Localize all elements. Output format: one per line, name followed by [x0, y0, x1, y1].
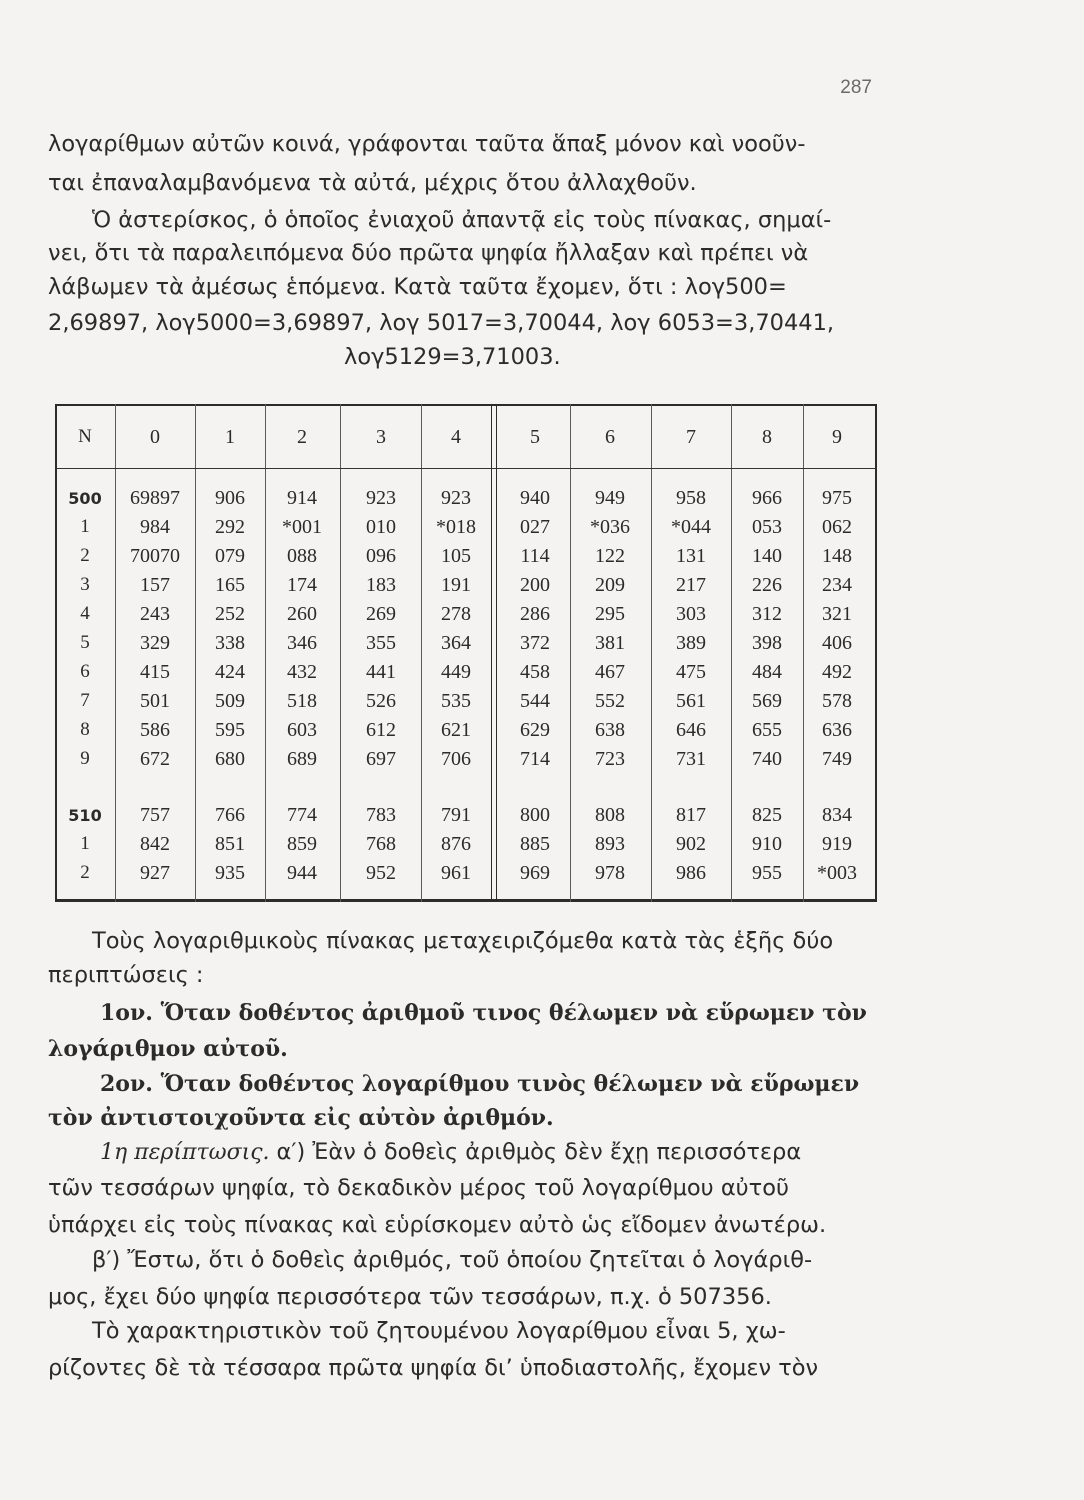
header-cell: 6: [605, 426, 615, 448]
table-cell: 800: [520, 804, 550, 826]
table-cell: 492: [822, 661, 852, 683]
table-cell: 217: [676, 574, 706, 596]
table-cell: 791: [441, 804, 471, 826]
header-cell: 1: [225, 426, 235, 448]
table-cell: 958: [676, 487, 706, 509]
table-cell: 535: [441, 690, 471, 712]
row-label: 510: [68, 806, 102, 825]
table-cell: 062: [822, 516, 852, 538]
table-cell: 131: [676, 545, 706, 567]
page-number: 287: [840, 77, 872, 98]
case-heading: 1ον. Ὅταν δοθέντος ἀριθμοῦ τινος θέλωμεν νὰ εὕρωμεν τὸν: [100, 1000, 867, 1026]
row-label: 4: [80, 603, 90, 624]
table-cell: 629: [520, 719, 550, 741]
table-cell: 329: [140, 632, 170, 654]
table-cell: 923: [366, 487, 396, 509]
table-cell: 902: [676, 833, 706, 855]
table-cell: 561: [676, 690, 706, 712]
table-cell: 578: [822, 690, 852, 712]
table-cell: 252: [215, 603, 245, 625]
table-cell: 731: [676, 748, 706, 770]
table-cell: 415: [140, 661, 170, 683]
table-cell: 269: [366, 603, 396, 625]
row-label: 6: [80, 661, 90, 682]
table-cell: 621: [441, 719, 471, 741]
table-cell: 766: [215, 804, 245, 826]
table-cell: 646: [676, 719, 706, 741]
table-cell: 961: [441, 862, 471, 884]
header-cell: N: [78, 426, 92, 447]
table-cell: 672: [140, 748, 170, 770]
table-cell: 955: [752, 862, 782, 884]
row-label: 1: [80, 516, 90, 537]
table-cell: 825: [752, 804, 782, 826]
table-cell: 088: [287, 545, 317, 567]
text-line: Τὸ χαρακτηριστικὸν τοῦ ζητουμένου λογαρίθμου εἶναι 5, χω-: [92, 1318, 786, 1344]
table-cell: 165: [215, 574, 245, 596]
table-cell: 893: [595, 833, 625, 855]
table-cell: 984: [140, 516, 170, 538]
table-cell: 859: [287, 833, 317, 855]
table-cell: 096: [366, 545, 396, 567]
case-heading: τὸν ἀντιστοιχοῦντα εἰς αὐτὸν ἀριθμόν.: [48, 1105, 554, 1131]
table-cell: 69897: [130, 487, 180, 509]
table-cell: 432: [287, 661, 317, 683]
table-cell: 978: [595, 862, 625, 884]
table-cell: 817: [676, 804, 706, 826]
header-rule: [55, 468, 877, 469]
table-cell: 569: [752, 690, 782, 712]
table-cell: 975: [822, 487, 852, 509]
table-cell: 148: [822, 545, 852, 567]
row-label: 2: [80, 545, 90, 566]
table-cell: 552: [595, 690, 625, 712]
row-label: 7: [80, 690, 90, 711]
table-cell: 768: [366, 833, 396, 855]
text-line: 2,69897, λογ5000=3,69897, λογ 5017=3,70044, λογ 6053=3,70441,: [48, 310, 835, 336]
table-cell: 986: [676, 862, 706, 884]
header-cell: 7: [686, 426, 696, 448]
table-cell: 706: [441, 748, 471, 770]
header-cell: 9: [832, 426, 842, 448]
table-cell: 321: [822, 603, 852, 625]
log-table: [55, 404, 877, 902]
table-cell: 105: [441, 545, 471, 567]
table-cell: 501: [140, 690, 170, 712]
table-cell: 312: [752, 603, 782, 625]
table-cell: 949: [595, 487, 625, 509]
table-cell: 774: [287, 804, 317, 826]
table-cell: 260: [287, 603, 317, 625]
table-cell: 906: [215, 487, 245, 509]
table-cell: 966: [752, 487, 782, 509]
table-cell: 680: [215, 748, 245, 770]
table-cell: 484: [752, 661, 782, 683]
table-cell: 157: [140, 574, 170, 596]
table-cell: 808: [595, 804, 625, 826]
table-cell: 655: [752, 719, 782, 741]
table-cell: 910: [752, 833, 782, 855]
row-label: 3: [80, 574, 90, 595]
text-line: Τοὺς λογαριθμικοὺς πίνακας μεταχειριζόμεθα κατὰ τὰς ἑξῆς δύο: [92, 928, 834, 954]
table-cell: 174: [287, 574, 317, 596]
case-heading: λογάριθμον αὐτοῦ.: [48, 1036, 288, 1062]
table-cell: 226: [752, 574, 782, 596]
row-label: 2: [80, 862, 90, 883]
table-cell: 467: [595, 661, 625, 683]
table-cell: 389: [676, 632, 706, 654]
table-cell: 449: [441, 661, 471, 683]
header-cell: 4: [451, 426, 461, 448]
case-paragraph: [100, 1140, 801, 1165]
table-cell: 595: [215, 719, 245, 741]
row-label: 1: [80, 833, 90, 854]
table-cell: 914: [287, 487, 317, 509]
table-cell: 286: [520, 603, 550, 625]
table-cell: 603: [287, 719, 317, 741]
table-cell: 406: [822, 632, 852, 654]
table-cell: 70070: [130, 545, 180, 567]
text-line: τῶν τεσσάρων ψηφία, τὸ δεκαδικὸν μέρος τοῦ λογαρίθμου αὐτοῦ: [48, 1175, 790, 1201]
table-cell: 209: [595, 574, 625, 596]
table-cell: 638: [595, 719, 625, 741]
table-cell: 010: [366, 516, 396, 538]
table-cell: 122: [595, 545, 625, 567]
table-cell: 940: [520, 487, 550, 509]
text-line: λογαρίθμων αὐτῶν κοινά, γράφονται ταῦτα ἅπαξ μόνον καὶ νοοῦν-: [48, 131, 806, 157]
row-label: 5: [80, 632, 90, 653]
table-cell: 441: [366, 661, 396, 683]
text-line: α′) Ἐὰν ὁ δοθεὶς ἀριθμὸς δὲν ἔχῃ περισσότερα: [276, 1139, 802, 1165]
text-line: ὑπάρχει εἰς τοὺς πίνακας καὶ εὑρίσκομεν αὐτὸ ὡς εἴδομεν ἀνωτέρω.: [48, 1212, 827, 1238]
table-cell: 689: [287, 748, 317, 770]
header-cell: 5: [530, 426, 540, 448]
header-cell: 0: [150, 426, 160, 448]
text-line: ται ἐπαναλαμβανόμενα τὰ αὐτά, μέχρις ὅτου ἀλλαχθοῦν.: [48, 170, 697, 196]
text-line: λογ5129=3,71003.: [344, 344, 561, 370]
table-cell: 234: [822, 574, 852, 596]
table-cell: 303: [676, 603, 706, 625]
table-cell: 586: [140, 719, 170, 741]
table-cell: 740: [752, 748, 782, 770]
table-cell: 381: [595, 632, 625, 654]
table-cell: *044: [671, 516, 711, 538]
text-line: ρίζοντες δὲ τὰ τέσσαρα πρῶτα ψηφία δι’ ὑποδιαστολῆς, ἔχομεν τὸν: [48, 1355, 819, 1381]
table-cell: 114: [520, 545, 550, 567]
table-cell: 372: [520, 632, 550, 654]
table-cell: 475: [676, 661, 706, 683]
header-cell: 3: [376, 426, 386, 448]
table-cell: 364: [441, 632, 471, 654]
table-cell: 053: [752, 516, 782, 538]
text-line: Ὁ ἀστερίσκος, ὁ ὁποῖος ἐνιαχοῦ ἀπαντᾷ εἰς τοὺς πίνακας, σημαί-: [92, 207, 832, 233]
table-cell: 544: [520, 690, 550, 712]
table-cell: 355: [366, 632, 396, 654]
table-cell: 243: [140, 603, 170, 625]
table-cell: 952: [366, 862, 396, 884]
table-cell: 935: [215, 862, 245, 884]
text-line: μος, ἔχει δύο ψηφία περισσότερα τῶν τεσσάρων, π.χ. ὁ 507356.: [48, 1284, 772, 1310]
table-cell: 723: [595, 748, 625, 770]
table-cell: 876: [441, 833, 471, 855]
row-label: 8: [80, 719, 90, 740]
table-cell: 191: [441, 574, 471, 596]
text-line: περιπτώσεις :: [48, 962, 204, 988]
table-cell: 927: [140, 862, 170, 884]
table-cell: 834: [822, 804, 852, 826]
table-cell: 398: [752, 632, 782, 654]
table-cell: 923: [441, 487, 471, 509]
row-label: 500: [68, 489, 102, 508]
table-cell: 969: [520, 862, 550, 884]
table-cell: *003: [817, 862, 857, 884]
sub-heading: 1η περίπτωσις.: [100, 1140, 270, 1165]
table-cell: 697: [366, 748, 396, 770]
header-cell: 2: [297, 426, 307, 448]
table-cell: 885: [520, 833, 550, 855]
table-cell: 944: [287, 862, 317, 884]
table-cell: 757: [140, 804, 170, 826]
table-cell: 842: [140, 833, 170, 855]
table-cell: 338: [215, 632, 245, 654]
table-cell: 636: [822, 719, 852, 741]
text-line: λάβωμεν τὰ ἀμέσως ἑπόμενα. Κατὰ ταῦτα ἔχομεν, ὅτι : λογ500=: [48, 274, 787, 300]
header-cell: 8: [762, 426, 772, 448]
table-cell: 919: [822, 833, 852, 855]
case-heading: 2ον. Ὅταν δοθέντος λογαρίθμου τινὸς θέλωμεν νὰ εὕρωμεν: [100, 1071, 860, 1097]
table-cell: 278: [441, 603, 471, 625]
table-cell: 079: [215, 545, 245, 567]
table-cell: 783: [366, 804, 396, 826]
table-cell: 140: [752, 545, 782, 567]
table-cell: *001: [282, 516, 322, 538]
table-cell: 027: [520, 516, 550, 538]
table-cell: 851: [215, 833, 245, 855]
text-line: νει, ὅτι τὰ παραλειπόμενα δύο πρῶτα ψηφία ἤλλαξαν καὶ πρέπει νὰ: [48, 240, 809, 266]
table-cell: *018: [436, 516, 476, 538]
table-cell: 295: [595, 603, 625, 625]
table-cell: 292: [215, 516, 245, 538]
table-cell: 183: [366, 574, 396, 596]
table-cell: 346: [287, 632, 317, 654]
table-cell: 424: [215, 661, 245, 683]
table-cell: 749: [822, 748, 852, 770]
text-line: β′) Ἔστω, ὅτι ὁ δοθεὶς ἀριθμός, τοῦ ὁποίου ζητεῖται ὁ λογάριθ-: [92, 1247, 813, 1273]
table-cell: 458: [520, 661, 550, 683]
table-cell: 518: [287, 690, 317, 712]
table-cell: 612: [366, 719, 396, 741]
table-cell: 526: [366, 690, 396, 712]
table-cell: 200: [520, 574, 550, 596]
table-cell: *036: [590, 516, 630, 538]
row-label: 9: [80, 748, 90, 769]
table-cell: 714: [520, 748, 550, 770]
table-cell: 509: [215, 690, 245, 712]
